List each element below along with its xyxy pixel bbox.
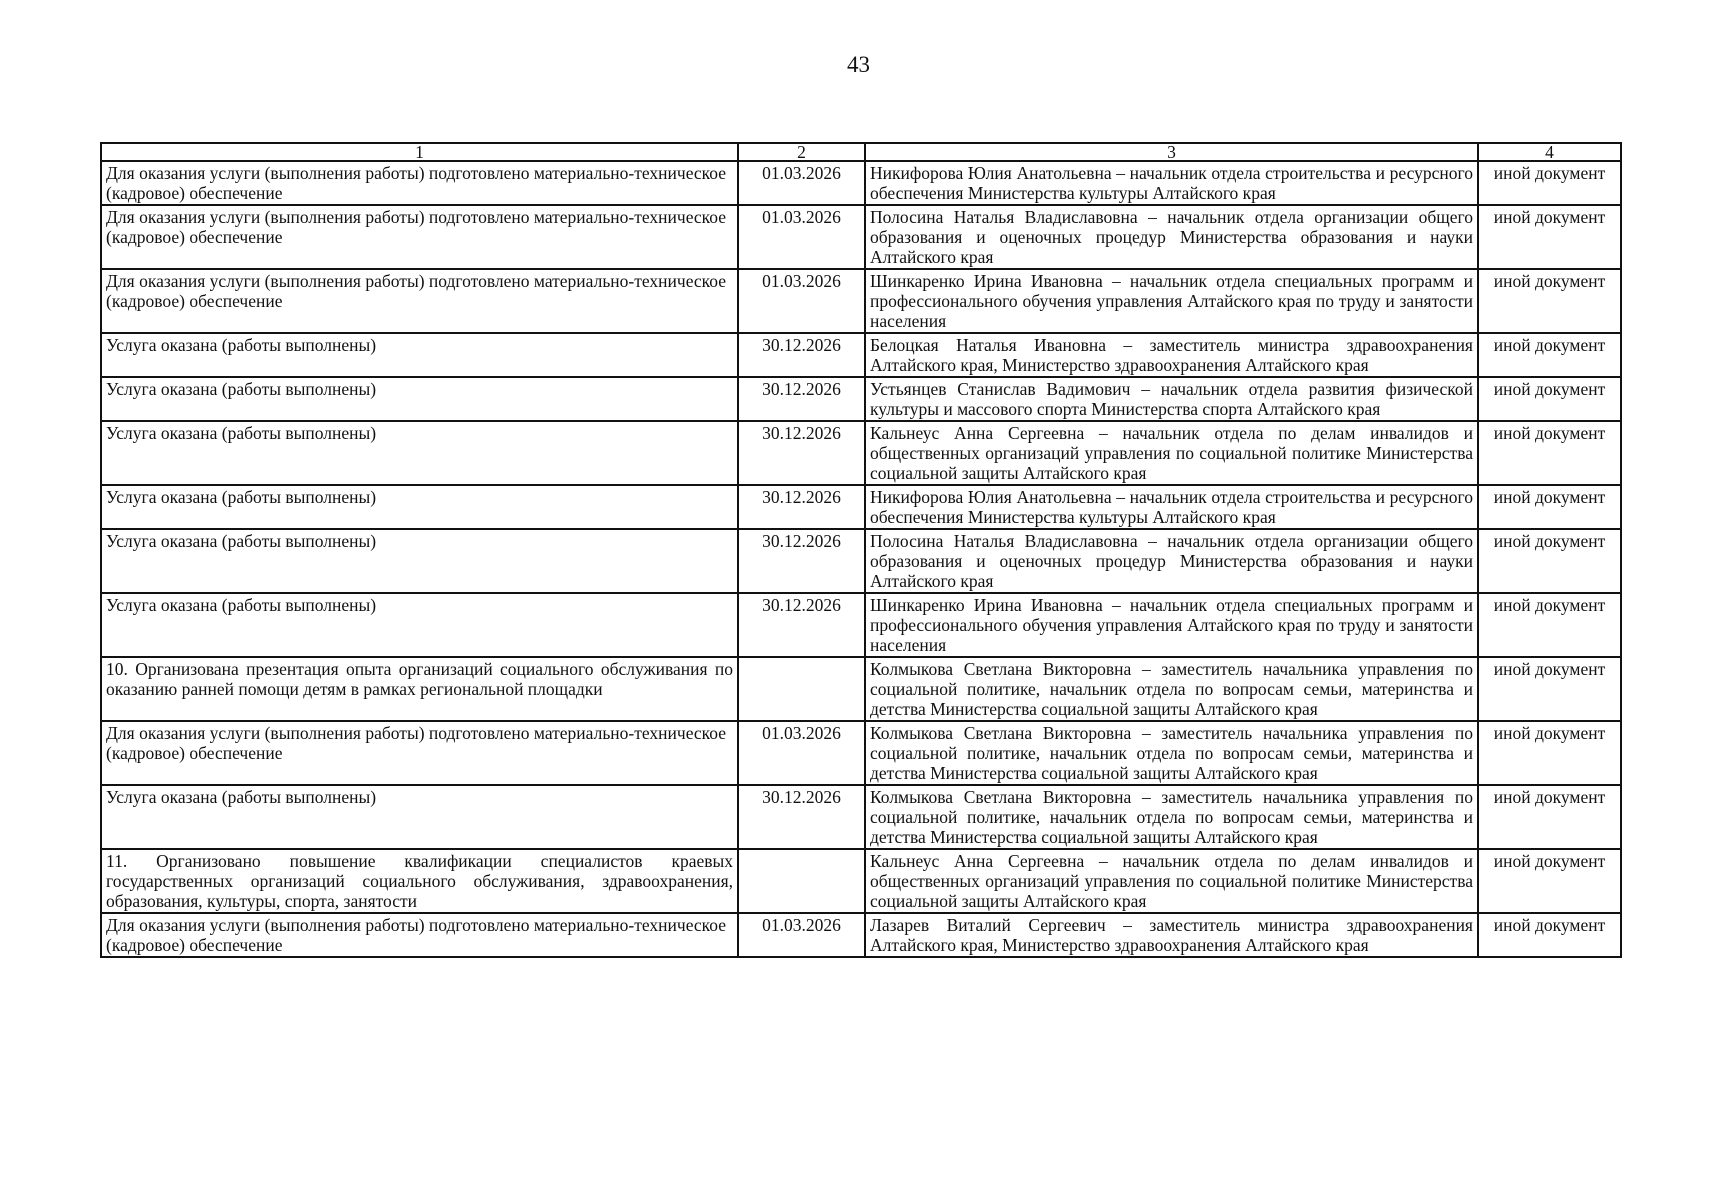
- result-cell: Для оказания услуги (выполнения работы) подготовлено материально-техническое (кадровое) обеспечение: [101, 269, 738, 333]
- result-cell: Услуга оказана (работы выполнены): [101, 593, 738, 657]
- table-header-row: [101, 143, 1621, 161]
- document-cell: иной документ: [1478, 849, 1621, 913]
- responsible-cell: Лазарев Виталий Сергеевич – заместитель министра здравоохранения Алтайского края, Министерство здравоохранения Алтайского края: [865, 913, 1478, 957]
- column-header: 3: [865, 143, 1478, 161]
- document-cell: иной документ: [1478, 485, 1621, 529]
- table-row: [101, 205, 1621, 269]
- date-cell: 01.03.2026: [738, 161, 865, 205]
- result-cell: Услуга оказана (работы выполнены): [101, 377, 738, 421]
- date-cell: 01.03.2026: [738, 721, 865, 785]
- responsible-cell: Колмыкова Светлана Викторовна – заместитель начальника управления по социальной политике, начальник отдела по вопросам семьи, материнства и детства Министерства социальной защиты Алтайского края: [865, 785, 1478, 849]
- responsible-cell: Колмыкова Светлана Викторовна – заместитель начальника управления по социальной политике, начальник отдела по вопросам семьи, материнства и детства Министерства социальной защиты Алтайского края: [865, 721, 1478, 785]
- responsible-cell: Никифорова Юлия Анатольевна – начальник отдела строительства и ресурсного обеспечения Министерства культуры Алтайского края: [865, 161, 1478, 205]
- date-cell: 01.03.2026: [738, 913, 865, 957]
- date-cell: 30.12.2026: [738, 529, 865, 593]
- table-row: [101, 421, 1621, 485]
- date-cell: 30.12.2026: [738, 377, 865, 421]
- responsible-cell: Полосина Наталья Владиславовна – начальник отдела организации общего образования и оценочных процедур Министерства образования и науки Алтайского края: [865, 205, 1478, 269]
- table-row: [101, 785, 1621, 849]
- column-header: 4: [1478, 143, 1621, 161]
- responsible-cell: Полосина Наталья Владиславовна – начальник отдела организации общего образования и оценочных процедур Министерства образования и науки Алтайского края: [865, 529, 1478, 593]
- date-cell: 30.12.2026: [738, 333, 865, 377]
- document-cell: иной документ: [1478, 785, 1621, 849]
- date-cell: [738, 849, 865, 913]
- document-cell: иной документ: [1478, 333, 1621, 377]
- table-row: [101, 913, 1621, 957]
- table-row: [101, 721, 1621, 785]
- date-cell: 30.12.2026: [738, 785, 865, 849]
- date-cell: 30.12.2026: [738, 485, 865, 529]
- document-cell: иной документ: [1478, 269, 1621, 333]
- document-cell: иной документ: [1478, 657, 1621, 721]
- document-cell: иной документ: [1478, 421, 1621, 485]
- responsible-cell: Никифорова Юлия Анатольевна – начальник отдела строительства и ресурсного обеспечения Министерства культуры Алтайского края: [865, 485, 1478, 529]
- page-number: 43: [847, 52, 870, 77]
- table-row: [101, 657, 1621, 721]
- document-cell: иной документ: [1478, 529, 1621, 593]
- responsible-cell: Устьянцев Станислав Вадимович – начальник отдела развития физической культуры и массового спорта Министерства спорта Алтайского края: [865, 377, 1478, 421]
- date-cell: 01.03.2026: [738, 205, 865, 269]
- document-cell: иной документ: [1478, 377, 1621, 421]
- responsible-cell: Кальнеус Анна Сергеевна – начальник отдела по делам инвалидов и общественных организаций управления по социальной политике Министерства социальной защиты Алтайского края: [865, 421, 1478, 485]
- result-cell: Услуга оказана (работы выполнены): [101, 421, 738, 485]
- result-cell: Для оказания услуги (выполнения работы) подготовлено материально-техническое (кадровое) обеспечение: [101, 913, 738, 957]
- document-cell: иной документ: [1478, 721, 1621, 785]
- result-cell: 11. Организовано повышение квалификации специалистов краевых государственных организаций социального обслуживания, здравоохранения, образования, культуры, спорта, занятости: [101, 849, 738, 913]
- responsible-cell: Колмыкова Светлана Викторовна – заместитель начальника управления по социальной политике, начальник отдела по вопросам семьи, материнства и детства Министерства социальной защиты Алтайского края: [865, 657, 1478, 721]
- column-header: 2: [738, 143, 865, 161]
- column-header: 1: [101, 143, 738, 161]
- responsible-cell: Кальнеус Анна Сергеевна – начальник отдела по делам инвалидов и общественных организаций управления по социальной политике Министерства социальной защиты Алтайского края: [865, 849, 1478, 913]
- result-cell: Услуга оказана (работы выполнены): [101, 485, 738, 529]
- result-cell: Для оказания услуги (выполнения работы) подготовлено материально-техническое (кадровое) обеспечение: [101, 205, 738, 269]
- table-row: [101, 529, 1621, 593]
- table-row: [101, 485, 1621, 529]
- document-cell: иной документ: [1478, 205, 1621, 269]
- result-cell: Услуга оказана (работы выполнены): [101, 333, 738, 377]
- table-row: [101, 849, 1621, 913]
- result-cell: 10. Организована презентация опыта организаций социального обслуживания по оказанию ранней помощи детям в рамках региональной площадки: [101, 657, 738, 721]
- table-row: [101, 377, 1621, 421]
- responsible-cell: Шинкаренко Ирина Ивановна – начальник отдела специальных программ и профессионального обучения управления Алтайского края по труду и занятости населения: [865, 593, 1478, 657]
- table-row: [101, 161, 1621, 205]
- table-row: [101, 269, 1621, 333]
- table-row: [101, 333, 1621, 377]
- result-cell: Для оказания услуги (выполнения работы) подготовлено материально-техническое (кадровое) обеспечение: [101, 161, 738, 205]
- responsible-cell: Шинкаренко Ирина Ивановна – начальник отдела специальных программ и профессионального обучения управления Алтайского края по труду и занятости населения: [865, 269, 1478, 333]
- date-cell: 30.12.2026: [738, 593, 865, 657]
- result-cell: Услуга оказана (работы выполнены): [101, 529, 738, 593]
- result-cell: Услуга оказана (работы выполнены): [101, 785, 738, 849]
- plan-table: [100, 142, 1622, 958]
- document-cell: иной документ: [1478, 913, 1621, 957]
- date-cell: [738, 657, 865, 721]
- document-cell: иной документ: [1478, 161, 1621, 205]
- date-cell: 30.12.2026: [738, 421, 865, 485]
- responsible-cell: Белоцкая Наталья Ивановна – заместитель министра здравоохранения Алтайского края, Министерство здравоохранения Алтайского края: [865, 333, 1478, 377]
- table-row: [101, 593, 1621, 657]
- date-cell: 01.03.2026: [738, 269, 865, 333]
- result-cell: Для оказания услуги (выполнения работы) подготовлено материально-техническое (кадровое) обеспечение: [101, 721, 738, 785]
- document-cell: иной документ: [1478, 593, 1621, 657]
